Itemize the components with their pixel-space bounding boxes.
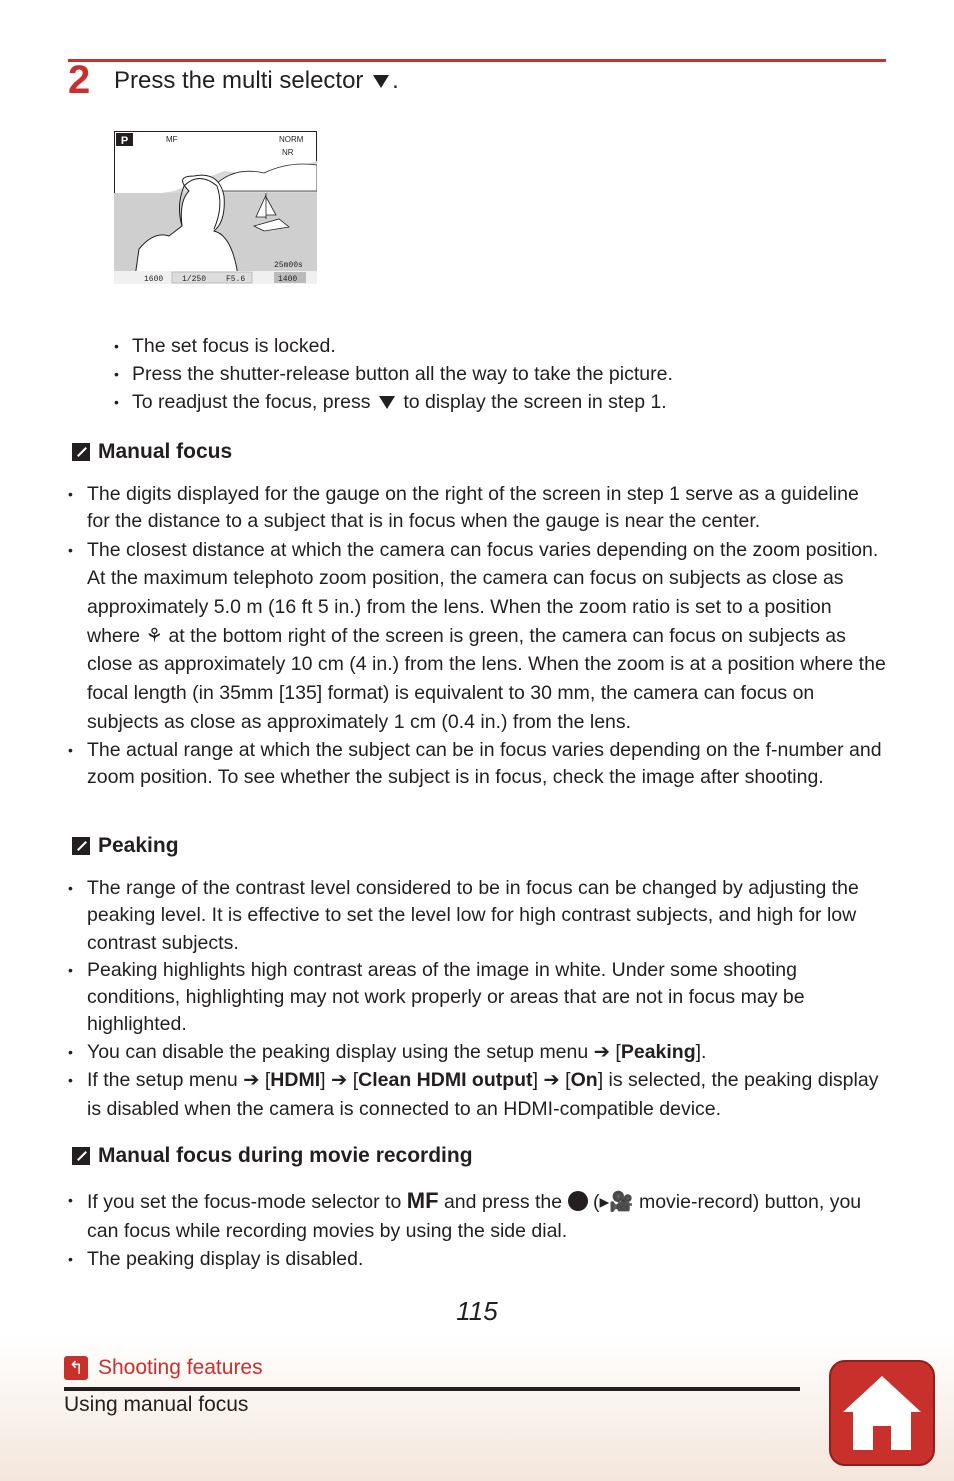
step-rule — [68, 59, 886, 62]
list-item: • The range of the contrast level considered to be in focus can be changed by adjusting the peaking level. It is effective to set the level low for high contrast subjects, and high for low contrast subjects. — [68, 875, 886, 957]
screen-nr: NR — [282, 148, 294, 157]
mf-icon: MF — [406, 1188, 439, 1213]
arrow-right-icon: ➔ — [593, 1040, 610, 1063]
list-item: • You can disable the peaking display using the setup menu ➔ [Peaking]. — [68, 1039, 886, 1066]
list-item: • To readjust the focus, press to display the screen in step 1. — [114, 388, 874, 416]
note-heading-movie-focus: Manual focus during movie recording — [72, 1143, 473, 1169]
footer-section-link[interactable]: ↰ Shooting features — [64, 1356, 263, 1380]
note-list-peaking — [68, 875, 886, 1123]
note-heading-manual-focus: Manual focus — [72, 439, 232, 465]
pencil-note-icon — [72, 443, 90, 461]
screen-quality: NORM — [279, 135, 304, 144]
macro-tulip-icon: ⚘ — [145, 624, 164, 647]
down-triangle-icon — [379, 396, 395, 409]
arrow-right-icon: ➔ — [543, 1069, 560, 1092]
list-item: • The set focus is locked. — [114, 332, 874, 360]
record-dot-icon — [568, 1191, 588, 1211]
home-icon — [831, 1362, 933, 1464]
screen-aperture: F5.6 — [226, 275, 246, 284]
step-title-text: Press the multi selector — [114, 67, 364, 94]
movie-record-icon: ▸🎥 — [599, 1191, 634, 1213]
list-item: • The peaking display is disabled. — [68, 1246, 886, 1273]
screen-shutter: 1/250 — [182, 275, 207, 284]
step-bullet-list — [114, 332, 874, 416]
arrow-right-icon: ➔ — [243, 1069, 260, 1092]
note-heading-peaking: Peaking — [72, 833, 179, 859]
list-item: • The digits displayed for the gauge on the right of the screen in step 1 serve as a guideline for the distance to a subject that is in focus when the gauge is near the center. — [68, 481, 886, 536]
note-list-movie-focus — [68, 1186, 886, 1273]
list-item: • Peaking highlights high contrast areas of the image in white. Under some shooting conditions, highlighting may not work properly or areas that are not in focus may be highlighted. — [68, 957, 886, 1039]
camera-screen-illustration — [114, 131, 317, 284]
list-item: • The closest distance at which the camera can focus varies depending on the zoom position. At the maximum telephoto zoom position, the camera can focus on subjects as close as approximately 5.0 m (16 ft 5 in.) from the lens. When the zoom ratio is set to a position where ⚘ at the bottom right of the screen is green, the camera can focus on subjects as close as approximately 10 cm (4 in.) from the lens. When the zoom is at a position where the focal length (in 35mm [135] format) is equivalent to 30 mm, the camera can focus on subjects as close as approximately 1 cm (0.4 in.) from the lens. — [68, 536, 886, 737]
back-icon: ↰ — [64, 1356, 88, 1380]
page-number: 115 — [456, 1296, 498, 1326]
screen-focus-mode: MF — [166, 135, 178, 144]
pencil-note-icon — [72, 837, 90, 855]
list-item: • If you set the focus-mode selector to MF and press the (▸🎥 movie-record) button, you can focus while recording movies by using the side dial. — [68, 1186, 886, 1246]
list-item: • Press the shutter-release button all the way to take the picture. — [114, 360, 874, 388]
pencil-note-icon — [72, 1147, 90, 1165]
screen-iso: 1600 — [144, 275, 164, 284]
footer-subsection: Using manual focus — [64, 1393, 249, 1416]
step-title — [114, 65, 399, 97]
step-title-end: . — [392, 67, 399, 94]
down-triangle-icon — [373, 75, 389, 88]
screen-remaining: 1400 — [278, 275, 298, 284]
screen-movie-time: 25m00s — [274, 261, 303, 270]
list-item: • The actual range at which the subject can be in focus varies depending on the f-number and zoom position. To see whether the subject is in focus, check the image after shooting. — [68, 737, 886, 792]
note-list-manual-focus — [68, 481, 886, 791]
home-button[interactable] — [829, 1360, 935, 1466]
arrow-right-icon: ➔ — [330, 1069, 348, 1092]
step-number: 2 — [68, 58, 91, 102]
screen-mode: P — [120, 135, 129, 147]
list-item: • If the setup menu ➔ [HDMI] ➔ [Clean HDMI output] ➔ [On] is selected, the peaking display is disabled when the camera is connected to an HDMI-compatible device. — [68, 1066, 886, 1123]
